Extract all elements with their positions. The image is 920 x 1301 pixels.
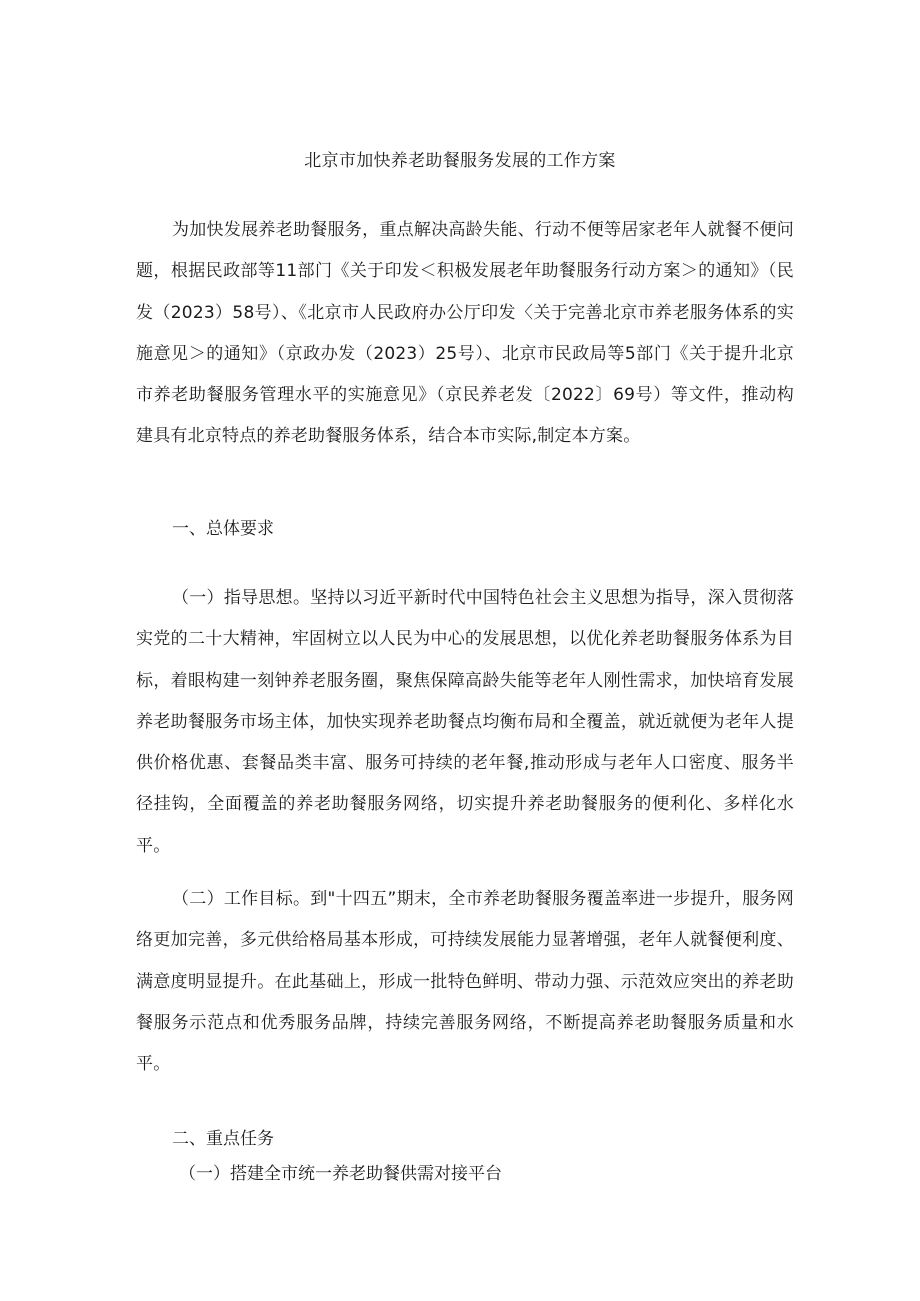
section-heading-key-tasks: 二、重点任务 [172,1129,274,1149]
paragraph-work-goals: （二）工作目标。到"十四五”期末，全市养老助餐服务覆盖率进一步提升，服务网络更加完善，多元供给格局基本形成，可持续发展能力显著增强，老年人就餐便利度、满意度明显提升。在此基础上，形成一批特色鲜明、带动力强、示范效应突出的养老助餐服务示范点和优秀服务品牌，持续完善服务网络，不断提高养老助餐服务质量和水平。 [136,889,794,1075]
section-heading-overall-requirements: 一、总体要求 [172,519,274,539]
document-title: 北京市加快养老助餐服务发展的工作方案 [304,151,616,171]
paragraph-guiding-ideology: （一）指导思想。坚持以习近平新时代中国特色社会主义思想为指导，深入贯彻落实党的二十大精神，牢固树立以人民为中心的发展思想，以优化养老助餐服务体系为目标，着眼构建一刻钟养老服务圈，聚焦保障高龄失能等老年人刚性需求，加快培育发展养老助餐服务市场主体，加快实现养老助餐点均衡布局和全覆盖，就近就便为老年人提供价格优惠、套餐品类丰富、服务可持续的老年餐,推动形成与老年人口密度、服务半径挂钩，全面覆盖的养老助餐服务网络，切实提升养老助餐服务的便利化、多样化水平。 [136,588,794,856]
intro-paragraph: 为加快发展养老助餐服务，重点解决高龄失能、行动不便等居家老年人就餐不便问题，根据民政部等11部门《关于印发＜积极发展老年助餐服务行动方案＞的通知》（民发（2023）58号）、《北京市人民政府办公厅印发〈关于完善北京市养老服务体系的实施意见＞的通知》（京政办发（2023）25号）、北京市民政局等5部门《关于提升北京市养老助餐服务管理水平的实施意见》（京民养老发〔2022〕69号）等文件，推动构建具有北京特点的养老助餐服务体系，结合本市实际,制定本方案。 [136,220,794,447]
sub-heading-platform: （一）搭建全市统一养老助餐供需对接平台 [179,1164,502,1184]
